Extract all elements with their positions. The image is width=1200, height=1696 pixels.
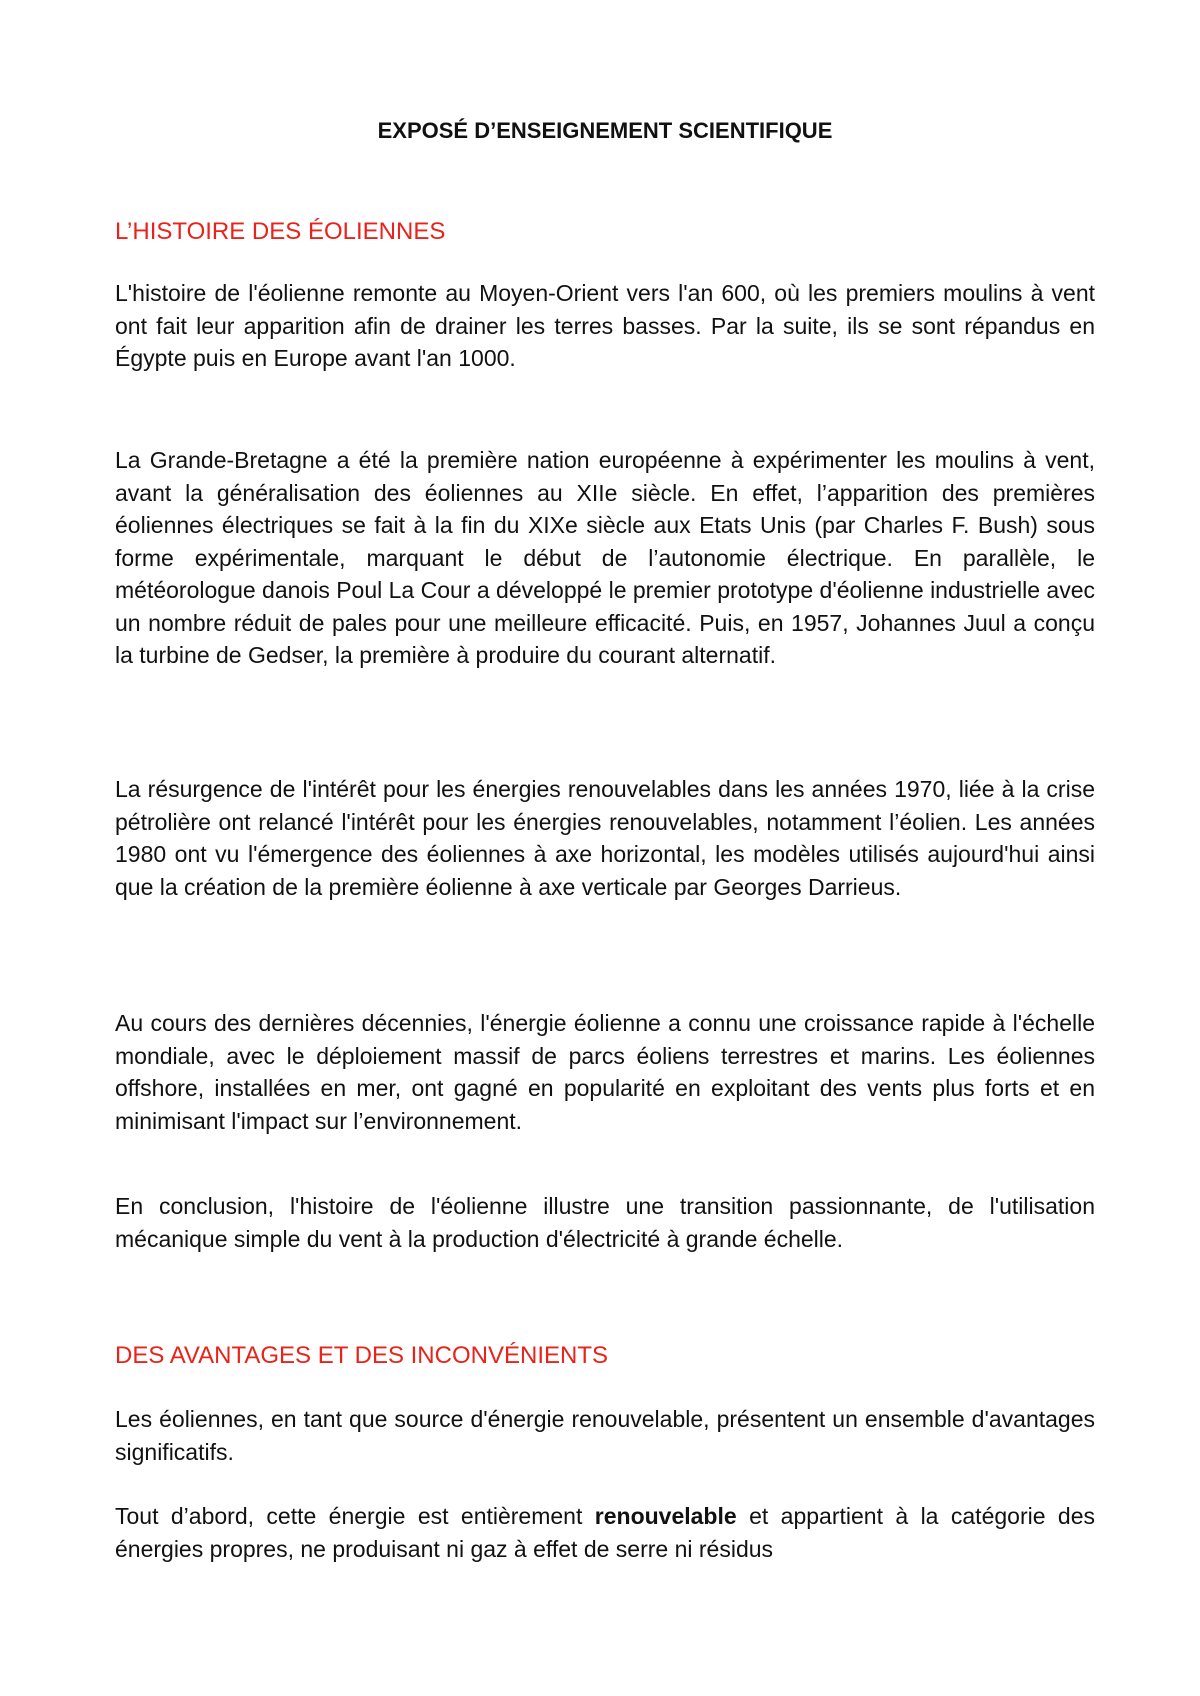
paragraph-history-europe: La Grande-Bretagne a été la première nation européenne à expérimenter les moulins à vent, avant la généralisation des éoliennes au XIIe siècle. En effet, l’apparition des premières éoliennes électriques se fait à la fin du XIXe siècle aux Etats Unis (par Charles F. Bush) sous forme expérimentale, marquant le début de l’autonomie électrique. En parallèle, le météorologue danois Poul La Cour a développé le premier prototype d'éolienne industrielle avec un nombre réduit de pales pour une meilleure efficacité. Puis, en 1957, Johannes Juul a conçu la turbine de Gedser, la première à produire du courant alternatif. [115, 447, 1095, 668]
paragraph-history-conclusion: En conclusion, l'histoire de l'éolienne illustre une transition passionnante, de l'utilisation mécanique simple du vent à la production d'électricité à grande échelle. [115, 1193, 1095, 1252]
paragraph-history-recent: Au cours des dernières décennies, l'énergie éolienne a connu une croissance rapide à l'échelle mondiale, avec le déploiement massif de parcs éoliens terrestres et marins. Les éoliennes offshore, installées en mer, ont gagné en popularité en exploitant des vents plus forts et en minimisant l'impact sur l’environnement. [115, 1010, 1095, 1134]
paragraph-renewable-lead: Tout d’abord, cette énergie est entièrement [115, 1503, 595, 1529]
section-heading-pros-cons: DES AVANTAGES ET DES INCONVÉNIENTS [115, 1342, 608, 1369]
paragraph-history-resurgence: La résurgence de l'intérêt pour les énergies renouvelables dans les années 1970, liée à la crise pétrolière ont relancé l'intérêt pour les énergies renouvelables, notamment l’éolien. Les années 1980 ont vu l'émergence des éoliennes à axe horizontal, les modèles utilisés aujourd'hui ainsi que la création de la première éolienne à axe verticale par Georges Darrieus. [115, 776, 1095, 900]
document-title: EXPOSÉ D’ENSEIGNEMENT SCIENTIFIQUE [377, 118, 833, 143]
section-heading-history: L’HISTOIRE DES ÉOLIENNES [115, 218, 446, 245]
paragraph-renewable-tail: et appartient à la catégorie des énergies propres, ne produisant ni gaz à effet de serre ni résidus [115, 1503, 1095, 1562]
paragraph-renewable [115, 1500, 1095, 1565]
paragraph-history-origins: L'histoire de l'éolienne remonte au Moyen-Orient vers l'an 600, où les premiers moulins à vent ont fait leur apparition afin de drainer les terres basses. Par la suite, ils se sont répandus en Égypte puis en Europe avant l'an 1000. [115, 280, 1095, 371]
paragraph-pros-intro: Les éoliennes, en tant que source d'énergie renouvelable, présentent un ensemble d'avantages significatifs. [115, 1406, 1095, 1465]
renewable-emphasis: renouvelable [594, 1503, 737, 1529]
